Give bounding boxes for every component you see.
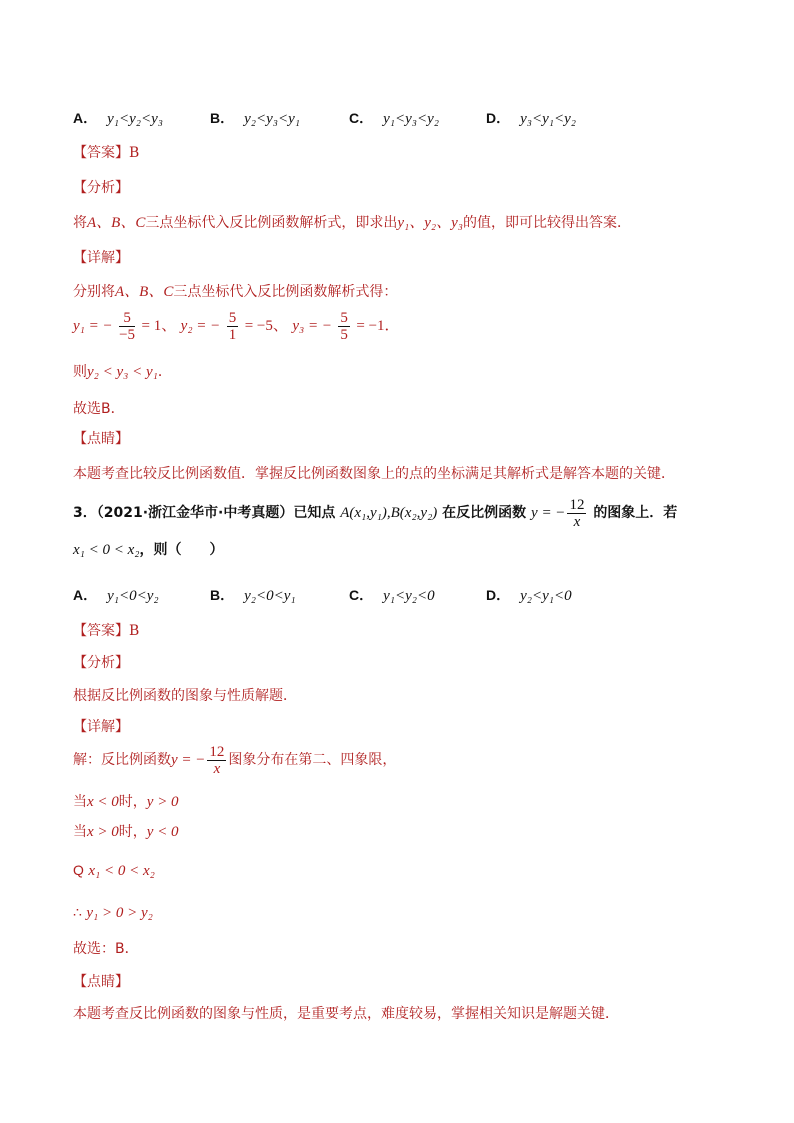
q2-analysis-text: 将A、B、C三点坐标代入反比例函数解析式，即求出y₁、y₂、y₃的值，即可比较得出答案． xyxy=(73,215,631,231)
fraction: $\frac{5}{1}$ xyxy=(228,309,237,343)
q2-calculation: y₁ = − $\frac{5}{-5}$ = 1、 y₂ = − $\frac{5}{1}$ = −5、 y₃ = − $\frac{5}{5}$ = −1． xyxy=(73,309,400,343)
fraction: $\frac{12}{x}$ xyxy=(209,743,225,777)
q3-option-a: A． y₁<0<y₂ xyxy=(73,587,159,604)
q2-option-d: D． y₃<y₁<y₂ xyxy=(486,110,576,127)
q3-option-c: C． y₁<y₂<0 xyxy=(349,587,435,604)
q2-detail-heading: 【详解】 xyxy=(73,250,129,266)
q2-comment-heading: 【点睛】 xyxy=(73,431,129,447)
q2-option-a: A． y₁<y₂<y₃ xyxy=(73,110,163,127)
q2-detail-text: 分别将A、B、C三点坐标代入反比例函数解析式得： xyxy=(73,284,398,300)
q3-choose: 故选：B． xyxy=(73,941,139,957)
q3-stem: 3．（2021·浙江金华市·中考真题）已知点 A(x₁,y₁),B(x₂,y₂) 在反比例函数 y = − $\frac{12}{x}$ 的图象上．若 xyxy=(73,496,678,530)
q3-analysis-text: 根据反比例函数的图象与性质解题． xyxy=(73,688,297,704)
q3-when-negative: 当x < 0时，y > 0 xyxy=(73,794,179,810)
fraction: $\frac{5}{-5}$ xyxy=(119,309,136,343)
fraction: $\frac{12}{x}$ xyxy=(569,496,585,530)
q3-stem-cont: x₁ < 0 < x₂，则（ ） xyxy=(73,542,224,558)
q3-when-positive: 当x > 0时，y < 0 xyxy=(73,824,179,840)
q3-because: Q x₁ < 0 < x₂ xyxy=(73,862,155,879)
q2-answer: 【答案】B xyxy=(73,145,140,161)
q3-option-d: D． y₂<y₁<0 xyxy=(486,587,572,604)
q3-detail-text: 解：反比例函数y = − $\frac{12}{x}$ 图象分布在第二、四象限， xyxy=(73,743,397,777)
q2-analysis-heading: 【分析】 xyxy=(73,180,129,196)
q2-comment-text: 本题考查比较反比例函数值．掌握反比例函数图象上的点的坐标满足其解析式是解答本题的关键． xyxy=(73,466,675,482)
q3-comment-heading: 【点睛】 xyxy=(73,974,129,990)
q2-option-b: B． y₂<y₃<y₁ xyxy=(210,110,300,127)
q2-option-c: C． y₁<y₃<y₂ xyxy=(349,110,439,127)
q2-choose: 故选B． xyxy=(73,401,125,417)
q2-then: 则y₂ < y₃ < y₁． xyxy=(73,364,172,380)
q3-answer: 【答案】B xyxy=(73,623,140,639)
q3-analysis-heading: 【分析】 xyxy=(73,655,129,671)
q3-therefore: ∴ y₁ > 0 > y₂ xyxy=(73,905,153,921)
q3-detail-heading: 【详解】 xyxy=(73,719,129,735)
fraction: $\frac{5}{5}$ xyxy=(340,309,348,343)
q3-option-b: B． y₂<0<y₁ xyxy=(210,587,296,604)
q3-comment-text: 本题考查反比例函数的图象与性质，是重要考点，难度较易，掌握相关知识是解题关键． xyxy=(73,1006,619,1022)
